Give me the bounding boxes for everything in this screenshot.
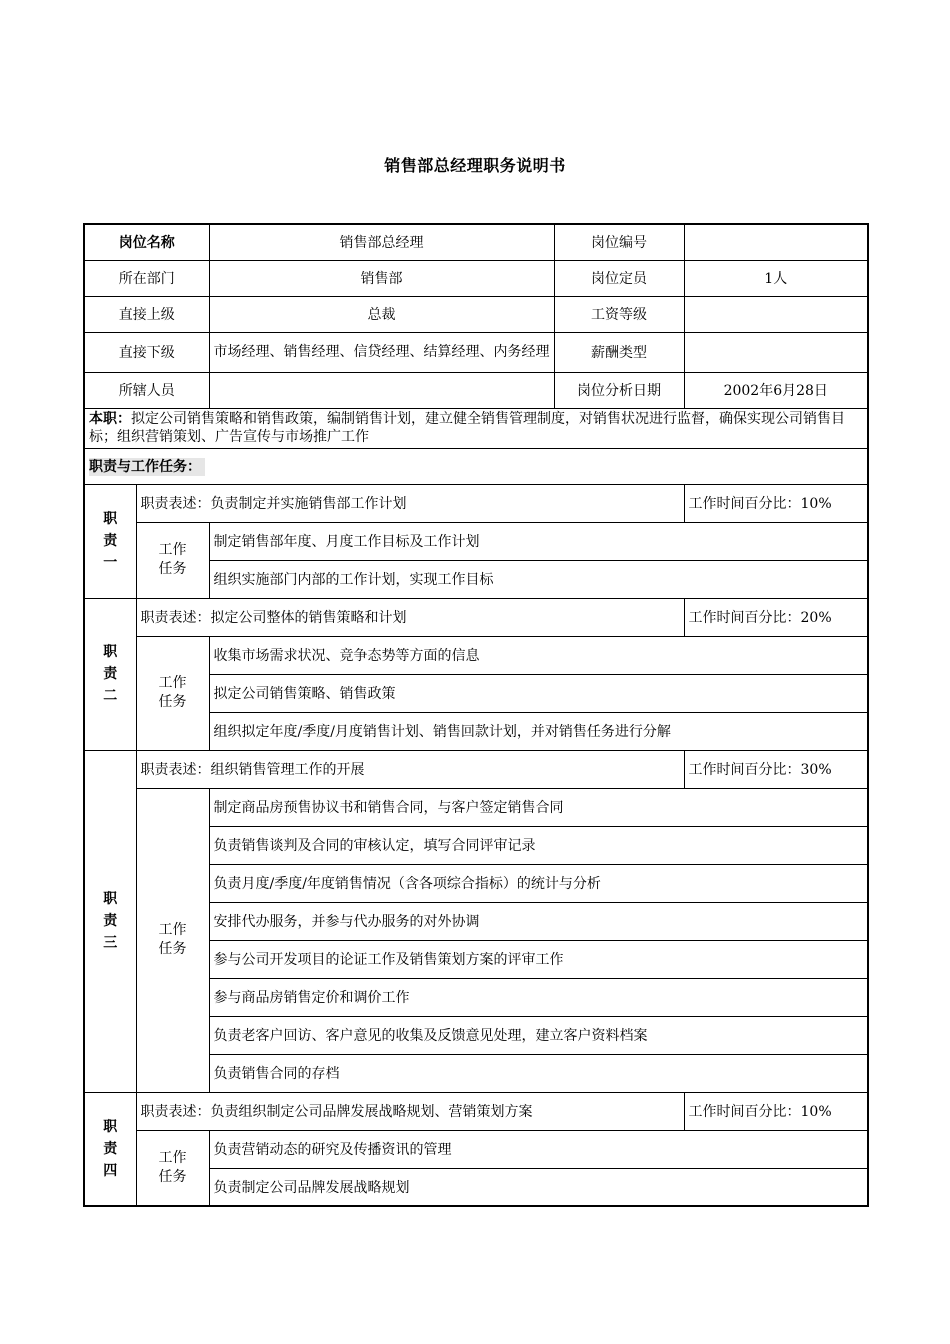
duty-description-text: 负责制定并实施销售部工作计划 (210, 496, 407, 512)
dept-value: 销售部 (209, 260, 554, 296)
duty-description-prefix: 职责表述： (140, 762, 211, 778)
info-row (84, 224, 868, 260)
responsibilities-title-cell (84, 448, 868, 484)
task-item: 负责销售谈判及合同的审核认定，填写合同评审记录 (209, 826, 868, 864)
benzhi-label: 本职： (89, 411, 131, 427)
duty-name (84, 598, 136, 750)
task-row (84, 636, 868, 674)
info-row (84, 260, 868, 296)
info-row (84, 372, 868, 408)
salary-grade-value (684, 296, 868, 332)
duty-description-text: 拟定公司整体的销售策略和计划 (210, 610, 407, 626)
analysis-date-label: 岗位分析日期 (554, 372, 684, 408)
task-item: 参与公司开发项目的论证工作及销售策划方案的评审工作 (209, 940, 868, 978)
benzhi-row (84, 408, 868, 448)
task-header-line: 工作 (158, 542, 187, 558)
duty-description-prefix: 职责表述： (140, 610, 211, 626)
post-no-value (684, 224, 868, 260)
duty-description-text: 负责组织制定公司品牌发展战略规划、营销策划方案 (210, 1104, 533, 1120)
job-description-table (83, 223, 869, 1207)
task-header-line: 工作 (158, 922, 187, 938)
time-percent-value: 10% (800, 1104, 832, 1120)
duty-description (136, 484, 684, 522)
duty-name (84, 484, 136, 598)
duty-name-char: 四 (103, 1162, 118, 1179)
duty-name-char: 职 (103, 511, 118, 527)
duty-description-row (84, 1092, 868, 1130)
duty-name-char: 二 (103, 688, 118, 704)
task-item: 组织拟定年度/季度/月度销售计划、销售回款计划，并对销售任务进行分解 (209, 712, 868, 750)
task-header-line: 工作 (158, 675, 187, 691)
salary-grade-label: 工资等级 (554, 296, 684, 332)
post-name-label: 岗位名称 (84, 224, 209, 260)
task-item: 负责营销动态的研究及传播资讯的管理 (209, 1130, 868, 1168)
time-percent-value: 10% (800, 496, 832, 512)
task-item: 参与商品房销售定价和调价工作 (209, 978, 868, 1016)
duty-name (84, 750, 136, 1092)
duty-time-percent (684, 598, 868, 636)
benzhi-cell (84, 408, 868, 448)
responsibilities-title-row (84, 448, 868, 484)
duty-description (136, 598, 684, 636)
duty-time-percent (684, 1092, 868, 1130)
duty-time-percent (684, 750, 868, 788)
pay-type-value (684, 332, 868, 372)
time-percent-prefix: 工作时间百分比： (688, 1104, 801, 1120)
task-item: 负责月度/季度/年度销售情况（含各项综合指标）的统计与分析 (209, 864, 868, 902)
responsibilities-title: 职责与工作任务： (89, 458, 205, 476)
task-item: 安排代办服务，并参与代办服务的对外协调 (209, 902, 868, 940)
task-header (136, 522, 209, 598)
subordinate-value: 市场经理、销售经理、信贷经理、结算经理、内务经理 (209, 332, 554, 372)
duties-section (84, 484, 868, 1206)
task-header (136, 1130, 209, 1206)
duty-name-char: 职 (103, 891, 118, 907)
staff-value (209, 372, 554, 408)
duty-description-text: 组织销售管理工作的开展 (210, 762, 365, 778)
task-header-line: 任务 (158, 561, 187, 577)
task-row (84, 788, 868, 826)
time-percent-value: 20% (800, 610, 832, 626)
duty-description (136, 750, 684, 788)
task-header-line: 任务 (158, 1168, 187, 1185)
headcount-label: 岗位定员 (554, 260, 684, 296)
task-item: 负责老客户回访、客户意见的收集及反馈意见处理，建立客户资料档案 (209, 1016, 868, 1054)
task-header (136, 636, 209, 750)
duty-time-percent (684, 484, 868, 522)
superior-value: 总裁 (209, 296, 554, 332)
time-percent-prefix: 工作时间百分比： (688, 496, 801, 512)
task-header-line: 工作 (158, 1149, 187, 1166)
post-no-label: 岗位编号 (554, 224, 684, 260)
duty-name (84, 1092, 136, 1206)
document-title: 销售部总经理职务说明书 (384, 156, 566, 175)
duty-name-char: 责 (103, 1140, 118, 1157)
duty-name-char: 三 (103, 935, 118, 951)
task-header-line: 任务 (158, 941, 187, 957)
task-row (84, 1130, 868, 1168)
duty-description-row (84, 598, 868, 636)
time-percent-value: 30% (800, 762, 832, 778)
task-item: 收集市场需求状况、竞争态势等方面的信息 (209, 636, 868, 674)
task-item: 制定商品房预售协议书和销售合同，与客户签定销售合同 (209, 788, 868, 826)
post-name-value: 销售部总经理 (209, 224, 554, 260)
duty-description-prefix: 职责表述： (140, 496, 211, 512)
info-row (84, 332, 868, 372)
duty-description-row (84, 484, 868, 522)
task-item: 拟定公司销售策略、销售政策 (209, 674, 868, 712)
duty-name-char: 一 (103, 555, 118, 571)
info-row (84, 296, 868, 332)
headcount-value: 1人 (684, 260, 868, 296)
duty-name-char: 责 (103, 913, 118, 929)
task-row (84, 522, 868, 560)
dept-label: 所在部门 (84, 260, 209, 296)
superior-label: 直接上级 (84, 296, 209, 332)
task-header-line: 任务 (158, 694, 187, 710)
task-item: 组织实施部门内部的工作计划，实现工作目标 (209, 560, 868, 598)
task-item: 制定销售部年度、月度工作目标及工作计划 (209, 522, 868, 560)
duty-description-row (84, 750, 868, 788)
pay-type-label: 薪酬类型 (554, 332, 684, 372)
benzhi-text: 拟定公司销售策略和销售政策，编制销售计划，建立健全销售管理制度，对销售状况进行监督，确保实现公司销售目标；组织营销策划、广告宣传与市场推广工作 (89, 411, 845, 445)
subordinate-label: 直接下级 (84, 332, 209, 372)
task-item: 负责制定公司品牌发展战略规划 (209, 1168, 868, 1206)
time-percent-prefix: 工作时间百分比： (688, 610, 801, 626)
duty-name-char: 职 (103, 644, 118, 660)
duty-name-char: 责 (103, 533, 118, 549)
task-header (136, 788, 209, 1092)
staff-label: 所辖人员 (84, 372, 209, 408)
time-percent-prefix: 工作时间百分比： (688, 762, 801, 778)
task-item: 负责销售合同的存档 (209, 1054, 868, 1092)
duty-name-char: 职 (103, 1118, 118, 1135)
duty-description-prefix: 职责表述： (140, 1104, 211, 1120)
analysis-date-value: 2002年6月28日 (684, 372, 868, 408)
duty-name-char: 责 (103, 666, 118, 682)
duty-description (136, 1092, 684, 1130)
